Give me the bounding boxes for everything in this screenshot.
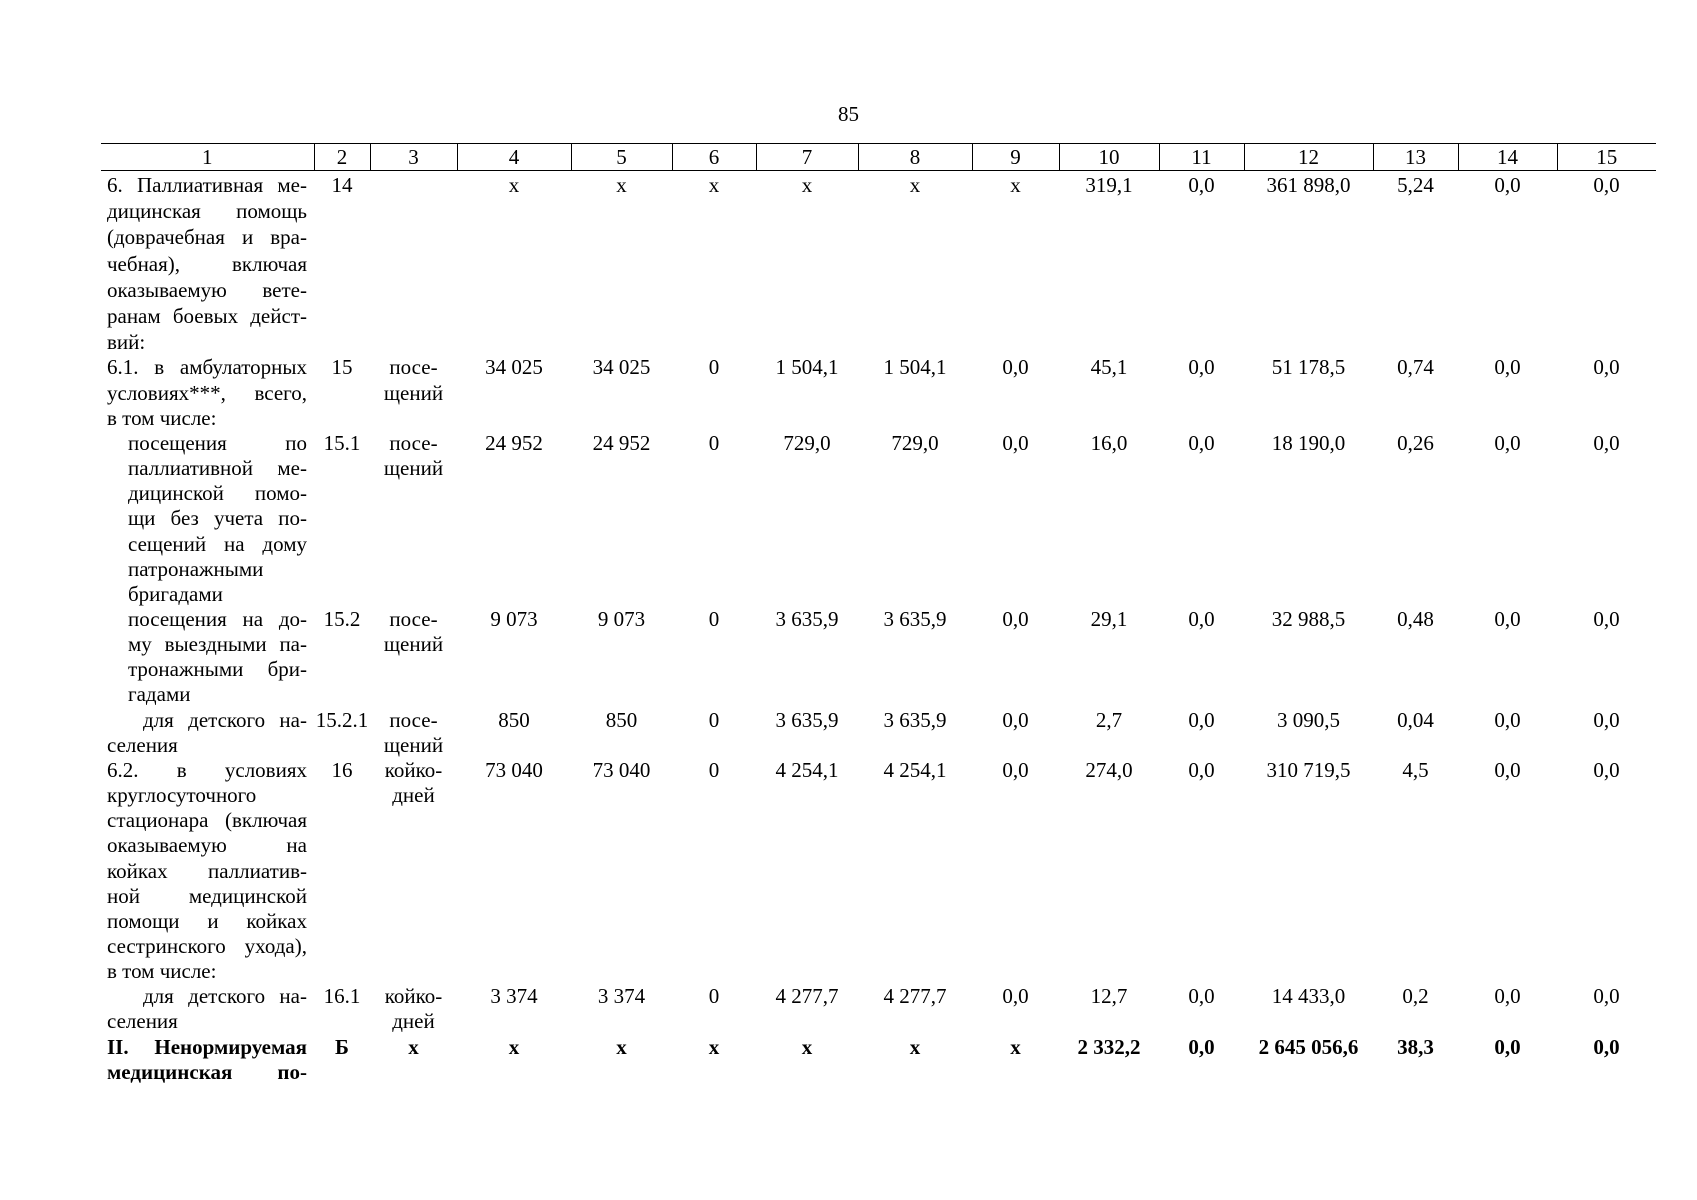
value-cell: 34 025	[592, 355, 651, 380]
value-cell: 24 952	[485, 430, 543, 455]
row-number-cell: 16	[331, 757, 353, 782]
value-cell: 0	[708, 355, 720, 380]
name-line: II. Ненормируемая	[107, 1034, 307, 1059]
value-cell: 5,24	[1397, 173, 1434, 197]
unit-cell	[370, 758, 457, 984]
value-cell: 850	[498, 707, 530, 732]
value-cell: 0,0	[1002, 984, 1029, 1009]
value-cell: 850	[605, 707, 638, 732]
value-cell: х	[1010, 173, 1021, 197]
value-cell: 274,0	[1085, 757, 1133, 782]
unit-line: дней	[392, 783, 435, 808]
table-row	[101, 171, 1656, 356]
value-cell: 0,0	[1593, 757, 1620, 782]
value-cell: 0,0	[1593, 355, 1620, 380]
value-cell: х	[1010, 1034, 1021, 1059]
unit-line: посе-	[389, 606, 438, 631]
unit-line: койко-	[384, 984, 443, 1009]
name-line: 6.1. в амбулаторных	[107, 355, 307, 380]
value-cell: 16,0	[1090, 430, 1128, 455]
row-number-cell: 15.2.1	[315, 707, 369, 732]
value-cell: х	[801, 1034, 813, 1059]
value-cell: 0	[708, 430, 720, 455]
name-line: посещения по	[128, 430, 307, 455]
row-name-cell	[101, 758, 314, 984]
value-cell: 0,0	[1188, 430, 1215, 455]
value-cell: 0,26	[1397, 430, 1434, 455]
value-cell: 4 277,7	[775, 984, 839, 1009]
value-cell: 32 988,5	[1271, 606, 1346, 631]
value-cell: 3 635,9	[883, 707, 947, 732]
column-number-header: 4	[457, 144, 571, 171]
value-cell: 0,0	[1494, 606, 1521, 631]
table-row	[101, 355, 1656, 430]
row-name-cell	[101, 431, 314, 607]
name-line: му выездными па-	[128, 632, 307, 657]
name-line: в том числе:	[107, 405, 217, 430]
value-cell: 729,0	[783, 430, 831, 455]
value-cell: 73 040	[592, 757, 651, 782]
row-number-cell: Б	[335, 1034, 349, 1059]
value-cell: 0,0	[1593, 984, 1620, 1009]
unit-line: щений	[383, 456, 444, 481]
value-cell: 0,0	[1593, 707, 1620, 732]
unit-line: х	[408, 1034, 419, 1059]
value-cell: 0	[708, 757, 720, 782]
value-cell: 729,0	[891, 430, 939, 455]
unit-line: койко-	[384, 757, 443, 782]
name-line: стационара (включая	[107, 808, 307, 833]
value-cell: 0,0	[1494, 355, 1521, 380]
row-name-cell	[101, 984, 314, 1034]
value-cell: 0,0	[1593, 430, 1620, 455]
data-table	[101, 143, 1656, 1085]
row-name-cell	[101, 171, 314, 356]
unit-cell	[370, 708, 457, 758]
table-row	[101, 607, 1656, 708]
row-name-cell	[101, 355, 314, 430]
value-cell: х	[508, 1034, 520, 1059]
value-cell: 361 898,0	[1266, 173, 1351, 197]
value-cell: 29,1	[1090, 606, 1128, 631]
column-number-header: 2	[314, 144, 370, 171]
value-cell: 18 190,0	[1271, 430, 1346, 455]
unit-line: посе-	[389, 355, 438, 380]
value-cell: 51 178,5	[1271, 355, 1346, 380]
name-line: гадами	[128, 682, 191, 707]
value-cell: 0,0	[1188, 173, 1215, 197]
column-number-header: 3	[370, 144, 457, 171]
value-cell: 0,2	[1402, 984, 1429, 1009]
value-cell: 14 433,0	[1271, 984, 1346, 1009]
name-line: для детского на-	[143, 984, 307, 1009]
unit-cell	[370, 1035, 457, 1085]
unit-line: щений	[383, 732, 444, 757]
value-cell: 1 504,1	[883, 355, 947, 380]
value-cell: 24 952	[592, 430, 651, 455]
unit-line: щений	[383, 380, 444, 405]
value-cell: 0,04	[1397, 707, 1434, 732]
value-cell: 1 504,1	[775, 355, 839, 380]
value-cell: 0,0	[1002, 757, 1029, 782]
value-cell: 319,1	[1085, 173, 1133, 197]
value-cell: 0,0	[1188, 1034, 1215, 1059]
value-cell: 45,1	[1090, 355, 1128, 380]
value-cell: 0,0	[1494, 430, 1521, 455]
value-cell: 73 040	[485, 757, 543, 782]
value-cell: 0	[708, 984, 720, 1009]
value-cell: х	[909, 1034, 921, 1059]
name-line: ранам боевых дейст-	[107, 304, 307, 329]
row-name-cell	[101, 607, 314, 708]
value-cell: 0,0	[1494, 707, 1521, 732]
name-line: для детского на-	[143, 707, 307, 732]
row-name-cell	[101, 708, 314, 758]
name-line: бригадами	[128, 581, 223, 606]
unit-cell	[370, 984, 457, 1034]
row-number-cell: 16.1	[323, 984, 361, 1009]
value-cell: 0,0	[1593, 173, 1620, 197]
value-cell: 0,0	[1188, 707, 1215, 732]
name-line: 6. Паллиативная ме-	[107, 173, 307, 197]
value-cell: 0,0	[1494, 757, 1521, 782]
value-cell: 2 332,2	[1077, 1034, 1141, 1059]
value-cell: х	[708, 1034, 720, 1059]
name-line: сещений на дому	[128, 531, 307, 556]
unit-line: посе-	[389, 707, 438, 732]
value-cell: 0,0	[1002, 707, 1029, 732]
unit-cell	[370, 431, 457, 607]
value-cell: 4 254,1	[775, 757, 839, 782]
name-line: вий:	[107, 330, 146, 355]
name-line: дицинская помощь	[107, 199, 307, 224]
row-number-cell: 15.2	[323, 606, 361, 631]
value-cell: 12,7	[1090, 984, 1128, 1009]
value-cell: 0,0	[1002, 355, 1029, 380]
name-line: оказываемую вете-	[107, 277, 307, 302]
row-number-cell: 15	[331, 355, 353, 380]
table-row	[101, 708, 1656, 758]
name-line: медицинская по-	[107, 1059, 307, 1084]
value-cell: 0,0	[1593, 1034, 1620, 1059]
value-cell: х	[909, 173, 921, 197]
column-number-header: 13	[1373, 144, 1458, 171]
value-cell: 0,48	[1397, 606, 1434, 631]
name-line: койках паллиатив-	[107, 858, 307, 883]
value-cell: 9 073	[490, 606, 538, 631]
value-cell: 3 374	[597, 984, 646, 1009]
column-number-header: 8	[858, 144, 972, 171]
value-cell: 9 073	[597, 606, 646, 631]
column-number-header: 6	[672, 144, 756, 171]
value-cell: 34 025	[485, 355, 543, 380]
name-line: патронажными	[128, 556, 264, 581]
unit-cell	[370, 355, 457, 430]
value-cell: 0,0	[1188, 355, 1215, 380]
value-cell: 3 635,9	[775, 606, 839, 631]
value-cell: 0,0	[1002, 606, 1029, 631]
unit-cell	[370, 171, 457, 356]
unit-cell	[370, 607, 457, 708]
name-line: помощи и койках	[107, 908, 307, 933]
value-cell: 310 719,5	[1266, 757, 1351, 782]
name-line: круглосуточного	[107, 783, 257, 808]
name-line: посещения на до-	[128, 606, 307, 631]
value-cell: 3 374	[490, 984, 538, 1009]
value-cell: 3 090,5	[1277, 707, 1340, 732]
row-number-cell: 15.1	[323, 430, 361, 455]
name-line: селения	[107, 1009, 178, 1034]
unit-line: посе-	[389, 430, 438, 455]
column-number-header: 14	[1458, 144, 1557, 171]
value-cell: 0,0	[1188, 984, 1215, 1009]
page-number: 85	[838, 102, 859, 126]
value-cell: 4,5	[1402, 757, 1429, 782]
value-cell: 0,74	[1397, 355, 1434, 380]
column-number-header: 11	[1159, 144, 1244, 171]
value-cell: 0	[708, 707, 720, 732]
value-cell: х	[801, 173, 813, 197]
column-number-header: 5	[571, 144, 672, 171]
column-number-header: 9	[972, 144, 1059, 171]
name-line: условиях***, всего,	[107, 380, 307, 405]
name-line: (доврачебная и вра-	[107, 225, 307, 250]
value-cell: 4 254,1	[883, 757, 947, 782]
name-line: щи без учета по-	[128, 506, 307, 531]
value-cell: 0,0	[1002, 430, 1029, 455]
value-cell: 0,0	[1188, 606, 1215, 631]
value-cell: 0,0	[1593, 606, 1620, 631]
table-row	[101, 758, 1656, 984]
value-cell: 0	[708, 606, 720, 631]
value-cell: 38,3	[1397, 1034, 1434, 1059]
column-number-header: 15	[1557, 144, 1656, 171]
value-cell: 0,0	[1494, 173, 1521, 197]
value-cell: 2,7	[1095, 707, 1123, 732]
value-cell: х	[616, 173, 627, 197]
value-cell: х	[708, 173, 720, 197]
table-row	[101, 1035, 1656, 1085]
name-line: в том числе:	[107, 959, 217, 984]
row-number-cell: 14	[331, 173, 353, 197]
name-line: оказываемую на	[107, 833, 307, 858]
name-line: паллиативной ме-	[128, 456, 307, 481]
value-cell: 0,0	[1494, 1034, 1521, 1059]
value-cell: 3 635,9	[775, 707, 839, 732]
value-cell: 4 277,7	[883, 984, 947, 1009]
name-line: тронажными бри-	[128, 657, 307, 682]
column-number-header: 1	[101, 144, 314, 171]
value-cell: 0,0	[1494, 984, 1521, 1009]
column-number-header: 7	[756, 144, 858, 171]
value-cell: х	[508, 173, 520, 197]
name-line: чебная), включая	[107, 251, 307, 276]
row-name-cell	[101, 1035, 314, 1085]
table-row	[101, 984, 1656, 1034]
column-number-header: 12	[1244, 144, 1373, 171]
name-line: селения	[107, 732, 178, 757]
value-cell: 3 635,9	[883, 606, 947, 631]
value-cell: 0,0	[1188, 757, 1215, 782]
unit-line: щений	[383, 632, 444, 657]
table-row	[101, 431, 1656, 607]
name-line: 6.2. в условиях	[107, 757, 307, 782]
unit-line: дней	[392, 1009, 435, 1034]
column-number-header: 10	[1059, 144, 1159, 171]
value-cell: х	[616, 1034, 627, 1059]
name-line: сестринского ухода),	[107, 934, 307, 959]
header-row	[101, 144, 1656, 171]
name-line: ной медицинской	[107, 883, 307, 908]
name-line: дицинской помо-	[128, 481, 307, 506]
value-cell: 2 645 056,6	[1258, 1034, 1359, 1059]
